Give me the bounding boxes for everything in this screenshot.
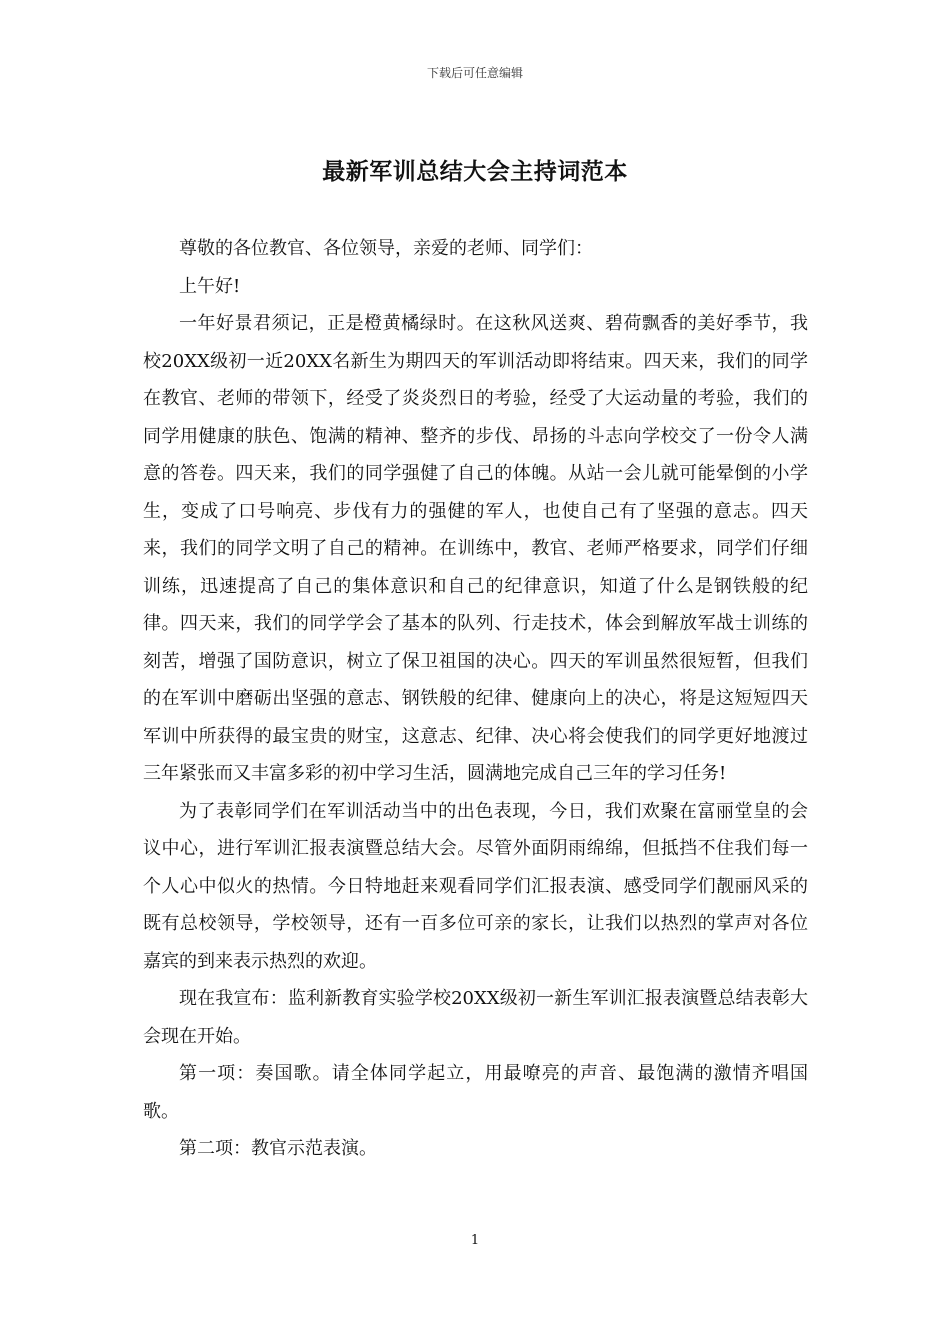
paragraph-announcement: 现在我宣布：监利新教育实验学校20XX级初一新生军训汇报表演暨总结表彰大会现在开始。	[143, 988, 808, 1047]
document-title: 最新军训总结大会主持词范本	[322, 158, 628, 185]
header-note: 下载后可任意编辑	[426, 66, 523, 80]
paragraph-greeting: 上午好!	[179, 275, 241, 297]
paragraph-welcome: 为了表彰同学们在军训活动当中的出色表现，今日，我们欢聚在富丽堂皇的会议中心，进行军训汇报表演暨总结大会。尽管外面阴雨绵绵，但抵挡不住我们每一个人心中似火的热情。今日特地赶来观看同学们汇报表演、感受同学们靓丽风采的既有总校领导，学校领导，还有一百多位可亲的家长，让我们以热烈的掌声对各位嘉宾的到来表示热烈的欢迎。	[143, 800, 808, 972]
document-body	[143, 230, 808, 1168]
paragraph-item-one: 第一项：奏国歌。请全体同学起立，用最嘹亮的声音、最饱满的激情齐唱国歌。	[143, 1063, 808, 1122]
paragraph-review: 一年好景君须记，正是橙黄橘绿时。在这秋风送爽、碧荷飘香的美好季节，我校20XX级初一近20XX名新生为期四天的军训活动即将结束。四天来，我们的同学在教官、老师的带领下，经受了炎炎烈日的考验，经受了大运动量的考验，我们的同学用健康的肤色、饱满的精神、整齐的步伐、昂扬的斗志向学校交了一份令人满意的答卷。四天来，我们的同学强健了自己的体魄。从站一会儿就可能晕倒的小学生，变成了口号响亮、步伐有力的强健的军人，也使自己有了坚强的意志。四天来，我们的同学文明了自己的精神。在训练中，教官、老师严格要求，同学们仔细训练，迅速提高了自己的集体意识和自己的纪律意识，知道了什么是钢铁般的纪律。四天来，我们的同学学会了基本的队列、行走技术，体会到解放军战士训练的刻苦，增强了国防意识，树立了保卫祖国的决心。四天的军训虽然很短暂，但我们的在军训中磨砺出坚强的意志、钢铁般的纪律、健康向上的决心，将是这短短四天军训中所获得的最宝贵的财宝，这意志、纪律、决心将会使我们的同学更好地渡过三年紧张而又丰富多彩的初中学习生活，圆满地完成自己三年的学习任务!	[143, 313, 808, 784]
paragraph-salutation: 尊敬的各位教官、各位领导，亲爱的老师、同学们：	[179, 238, 593, 259]
paragraph-item-two: 第二项：教官示范表演。	[179, 1138, 377, 1159]
page-number: 1	[470, 1233, 480, 1248]
